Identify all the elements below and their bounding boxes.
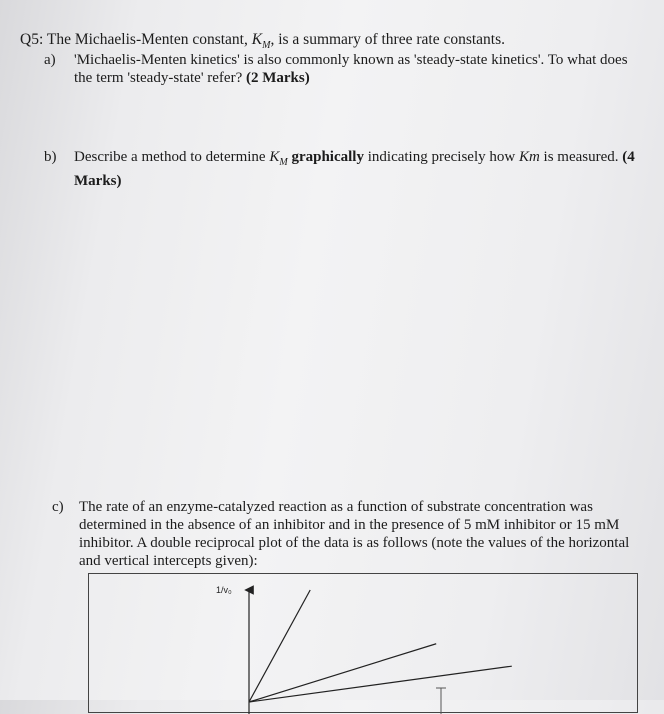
part-b-label: b) (44, 149, 57, 165)
part-a-marks: (2 Marks) (245, 70, 310, 86)
part-b-text: Describe a method to determine $K_M$ graphically indicating precisely how Km is measured. (4 Marks) (74, 149, 635, 189)
km-symbol: $K_M$ (251, 31, 271, 52)
question-intro-post: , is a summary of three rate constants. (270, 31, 506, 48)
km-symbol-b: $K_M$ (269, 149, 288, 168)
series-line-shallow (249, 666, 512, 702)
km-inline: Km (518, 149, 540, 165)
part-a-label: a) (44, 52, 56, 68)
question-number: Q5: (20, 31, 44, 48)
graphically-emphasis: graphically (291, 149, 364, 165)
part-a-text: 'Michaelis-Menten kinetics' is also commonly known as 'steady-state kinetics'. To what does the term 'steady-state' refer? (2 Marks) (74, 52, 628, 86)
part-c-text: The rate of an enzyme-catalyzed reaction as a function of substrate concentration was determined in the absence of an inhibitor and in the presence of 5 mM inhibitor or 15 mM inhibitor. A double reciprocal plot of the data is as follows (note the values of the horizontal and vertical intercepts given): (79, 499, 630, 569)
y-axis-label: 1/v₀ (216, 585, 232, 595)
part-c-label: c) (52, 499, 64, 515)
part-b-marks: (4 Marks) (74, 149, 635, 189)
plot-svg (89, 574, 639, 714)
tick-mark (436, 688, 446, 714)
question-intro-pre: The Michaelis-Menten constant, (46, 31, 252, 48)
double-reciprocal-plot (88, 573, 638, 713)
series-line-middle (249, 644, 436, 702)
